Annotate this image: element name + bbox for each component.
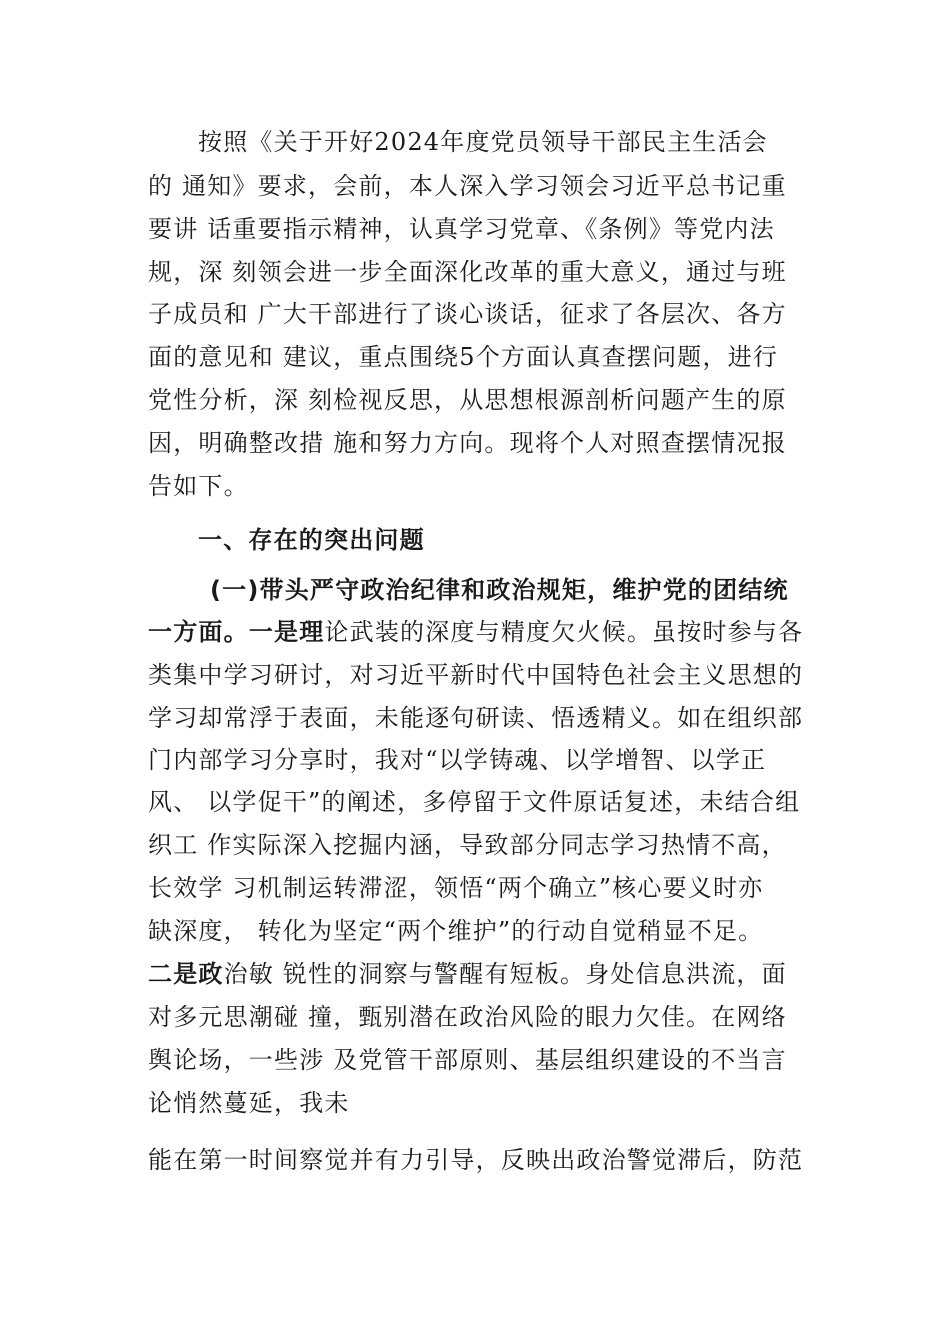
point-one-line-5: 织工 作实际深入挖掘内涵，导致部分同志学习热情不高， bbox=[148, 831, 787, 859]
intro-line-9: 告如下。 bbox=[148, 472, 249, 500]
point-one-label: 一是理 bbox=[248, 618, 325, 646]
point-two-label: 二是政 bbox=[148, 960, 224, 988]
point-one-line-7: 缺深度， 转化为坚定“两个维护”的行动自觉稍显不足。 bbox=[148, 917, 764, 945]
point-one-line-2: 学习却常浮于表面，未能逐句研读、悟透精义。如在组织部 bbox=[148, 704, 804, 732]
point-two-line-3: 论悄然蔓延，我未 bbox=[148, 1089, 350, 1117]
point-one-line-6: 长效学 习机制运转滞涩，领悟“两个确立”核心要义时亦 bbox=[148, 874, 764, 902]
intro-line-2: 的 通知》要求，会前，本人深入学习领会习近平总书记重 bbox=[148, 172, 787, 200]
intro-line-3: 要讲 话重要指示精神，认真学习党章、《条例》等党内法 bbox=[148, 215, 775, 243]
intro-line-4: 规，深 刻领会进一步全面深化改革的重大意义，通过与班 bbox=[148, 258, 787, 286]
point-one-line-4: 风、 以学促干”的阐述，多停留于文件原话复述，未结合组 bbox=[148, 788, 801, 816]
point-one-first-line bbox=[148, 617, 803, 647]
continuation-line: 能在第一时间察觉并有力引导，反映出政治警觉滞后，防范 bbox=[148, 1146, 804, 1174]
point-one-line-1: 类集中学习研讨，对习近平新时代中国特色社会主义思想的 bbox=[148, 661, 804, 689]
point-two-line-1: 对多元思潮碰 撞，甄别潜在政治风险的眼力欠佳。在网络 bbox=[148, 1003, 787, 1031]
subsection-heading: (一)带头严守政治纪律和政治规矩，维护党的团结统 bbox=[210, 576, 789, 604]
intro-line-7: 党性分析，深 刻检视反思，从思想根源剖析问题产生的原 bbox=[148, 386, 787, 414]
intro-line-5: 子成员和 广大干部进行了谈心谈话，征求了各层次、各方 bbox=[148, 300, 787, 328]
point-two-first-line bbox=[148, 959, 787, 989]
point-one-line-3: 门内部学习分享时，我对“以学铸魂、以学增智、以学正 bbox=[148, 746, 767, 774]
intro-line-8: 因，明确整改措 施和努力方向。现将个人对照查摆情况报 bbox=[148, 429, 787, 457]
intro-line-1: 按照《关于开好2024年度党员领导干部民主生活会 bbox=[198, 128, 768, 156]
section-heading: 一、存在的突出问题 bbox=[198, 526, 425, 554]
subsection-heading-cont: 一方面。 bbox=[148, 618, 249, 646]
point-two-line-2: 舆论场，一些涉 及党管干部原则、基层组织建设的不当言 bbox=[148, 1046, 787, 1074]
point-two-first-text: 治敏 锐性的洞察与警醒有短板。身处信息洪流，面 bbox=[223, 960, 787, 988]
intro-line-6: 面的意见和 建议，重点围绕5个方面认真查摆问题，进行 bbox=[148, 343, 779, 371]
point-one-first-text: 论武装的深度与精度欠火候。虽按时参与各 bbox=[324, 618, 804, 646]
